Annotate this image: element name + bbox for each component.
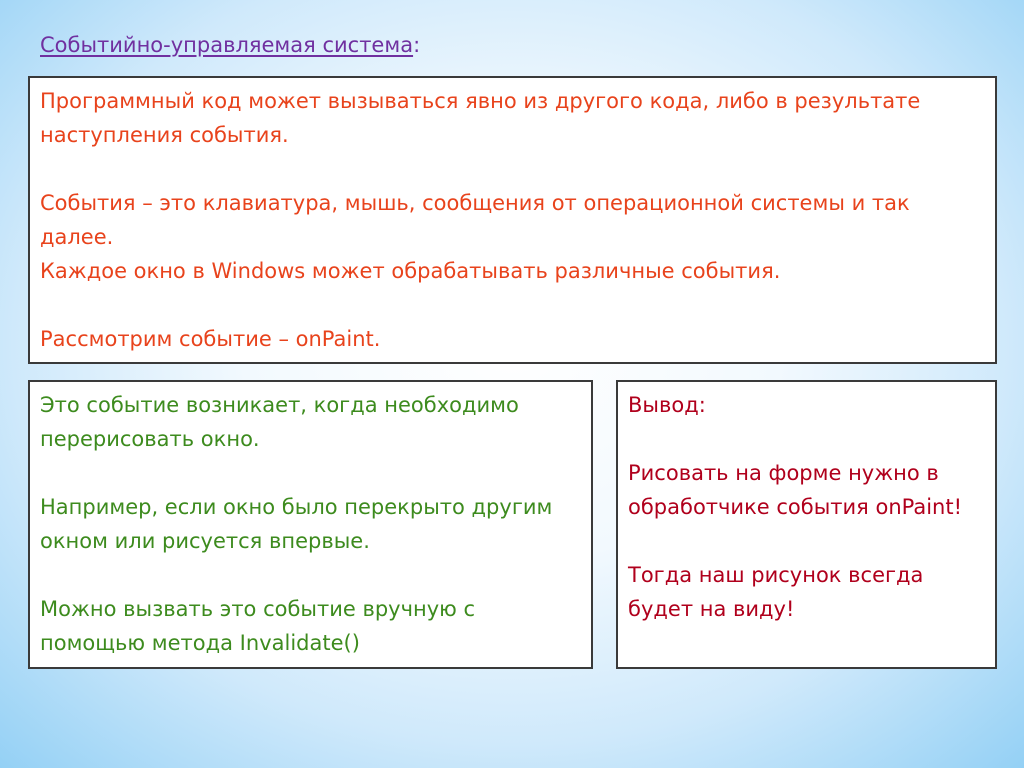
intro-paragraph-onpaint: Рассмотрим событие – onPaint. — [40, 327, 381, 351]
intro-paragraph-events-definition: События – это клавиатура, мышь, сообщения от операционной системы и так далее. — [40, 191, 910, 249]
paragraph-spacer — [40, 456, 581, 490]
paragraph-spacer — [40, 558, 581, 592]
paragraph-spacer — [40, 152, 985, 186]
intro-text-box — [28, 76, 997, 364]
paragraph-spacer — [628, 524, 985, 558]
conclusion-box — [616, 380, 997, 669]
onpaint-paragraph-invalidate: Можно вызвать это событие вручную с помощью метода Invalidate() — [40, 597, 476, 655]
onpaint-paragraph-example: Например, если окно было перекрыто другим окном или рисуется впервые. — [40, 495, 553, 553]
conclusion-heading: Вывод: — [628, 393, 706, 417]
slide-title — [40, 30, 420, 60]
onpaint-paragraph-when: Это событие возникает, когда необходимо перерисовать окно. — [40, 393, 519, 451]
paragraph-spacer — [628, 422, 985, 456]
conclusion-paragraph-always-visible: Тогда наш рисунок всегда будет на виду! — [628, 563, 924, 621]
intro-paragraph-code-invocation: Программный код может вызываться явно из другого кода, либо в результате наступления события. — [40, 89, 921, 147]
intro-paragraph-windows-events: Каждое окно в Windows может обрабатывать различные события. — [40, 259, 781, 283]
onpaint-description-box — [28, 380, 593, 669]
slide-title-text: Событийно-управляемая система — [40, 33, 414, 57]
conclusion-paragraph-draw-in-handler: Рисовать на форме нужно в обработчике события onPaint! — [628, 461, 963, 519]
slide-title-colon: : — [413, 33, 421, 57]
paragraph-spacer — [40, 288, 985, 322]
